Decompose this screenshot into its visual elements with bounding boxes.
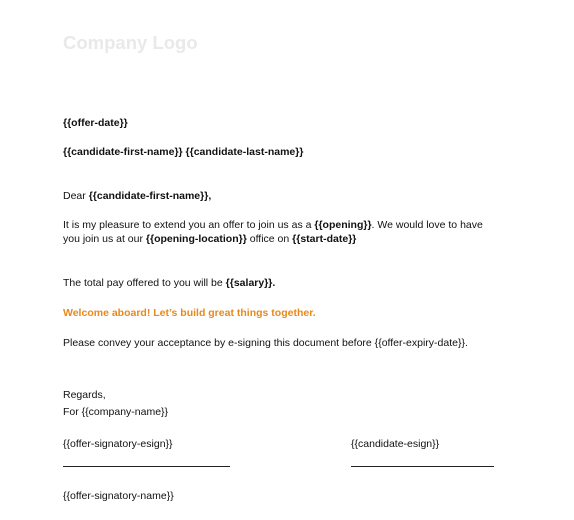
offer-text-before-opening: It is my pleasure to extend you an offer to join us as a — [63, 219, 312, 231]
candidate-last-name: {{candidate-last-name}} — [185, 146, 304, 158]
greeting-candidate-name: {{candidate-first-name}} — [88, 190, 209, 202]
greeting — [63, 189, 211, 203]
salary-placeholder: {{salary}} — [225, 277, 273, 289]
offer-signatory-esign: {{offer-signatory-esign}} — [63, 438, 173, 450]
offer-date: {{offer-date}} — [63, 117, 128, 129]
offer-paragraph-line-2 — [63, 232, 356, 246]
pay-text: The total pay offered to you will be — [63, 277, 223, 289]
pay-line — [63, 276, 275, 290]
offer-text-before-start: office on — [249, 233, 290, 245]
candidate-esign: {{candidate-esign}} — [351, 438, 440, 450]
welcome-message: Welcome aboard! Let’s build great things together. — [63, 307, 316, 319]
acceptance-instruction: Please convey your acceptance by e-signing this document before {{offer-expiry-date}}. — [63, 337, 468, 349]
candidate-signature-line — [351, 466, 494, 467]
for-company: For {{company-name}} — [63, 406, 169, 418]
opening-location-placeholder: {{opening-location}} — [145, 233, 247, 245]
offer-paragraph-line-1 — [63, 218, 483, 232]
start-date-placeholder: {{start-date}} — [292, 233, 357, 245]
greeting-prefix: Dear — [63, 190, 86, 202]
offer-signatory-name: {{offer-signatory-name}} — [63, 490, 174, 502]
candidate-name-line — [63, 145, 303, 159]
offer-signatory-signature-line — [63, 466, 230, 467]
offer-text-after-opening: . We would love to have — [371, 219, 483, 231]
offer-text-before-location: you join us at our — [63, 233, 143, 245]
greeting-comma: , — [208, 190, 212, 202]
company-logo: Company Logo — [63, 32, 198, 53]
regards: Regards, — [63, 389, 106, 401]
candidate-first-name: {{candidate-first-name}} — [63, 146, 183, 158]
pay-period: . — [272, 277, 276, 289]
opening-placeholder: {{opening}} — [314, 219, 372, 231]
